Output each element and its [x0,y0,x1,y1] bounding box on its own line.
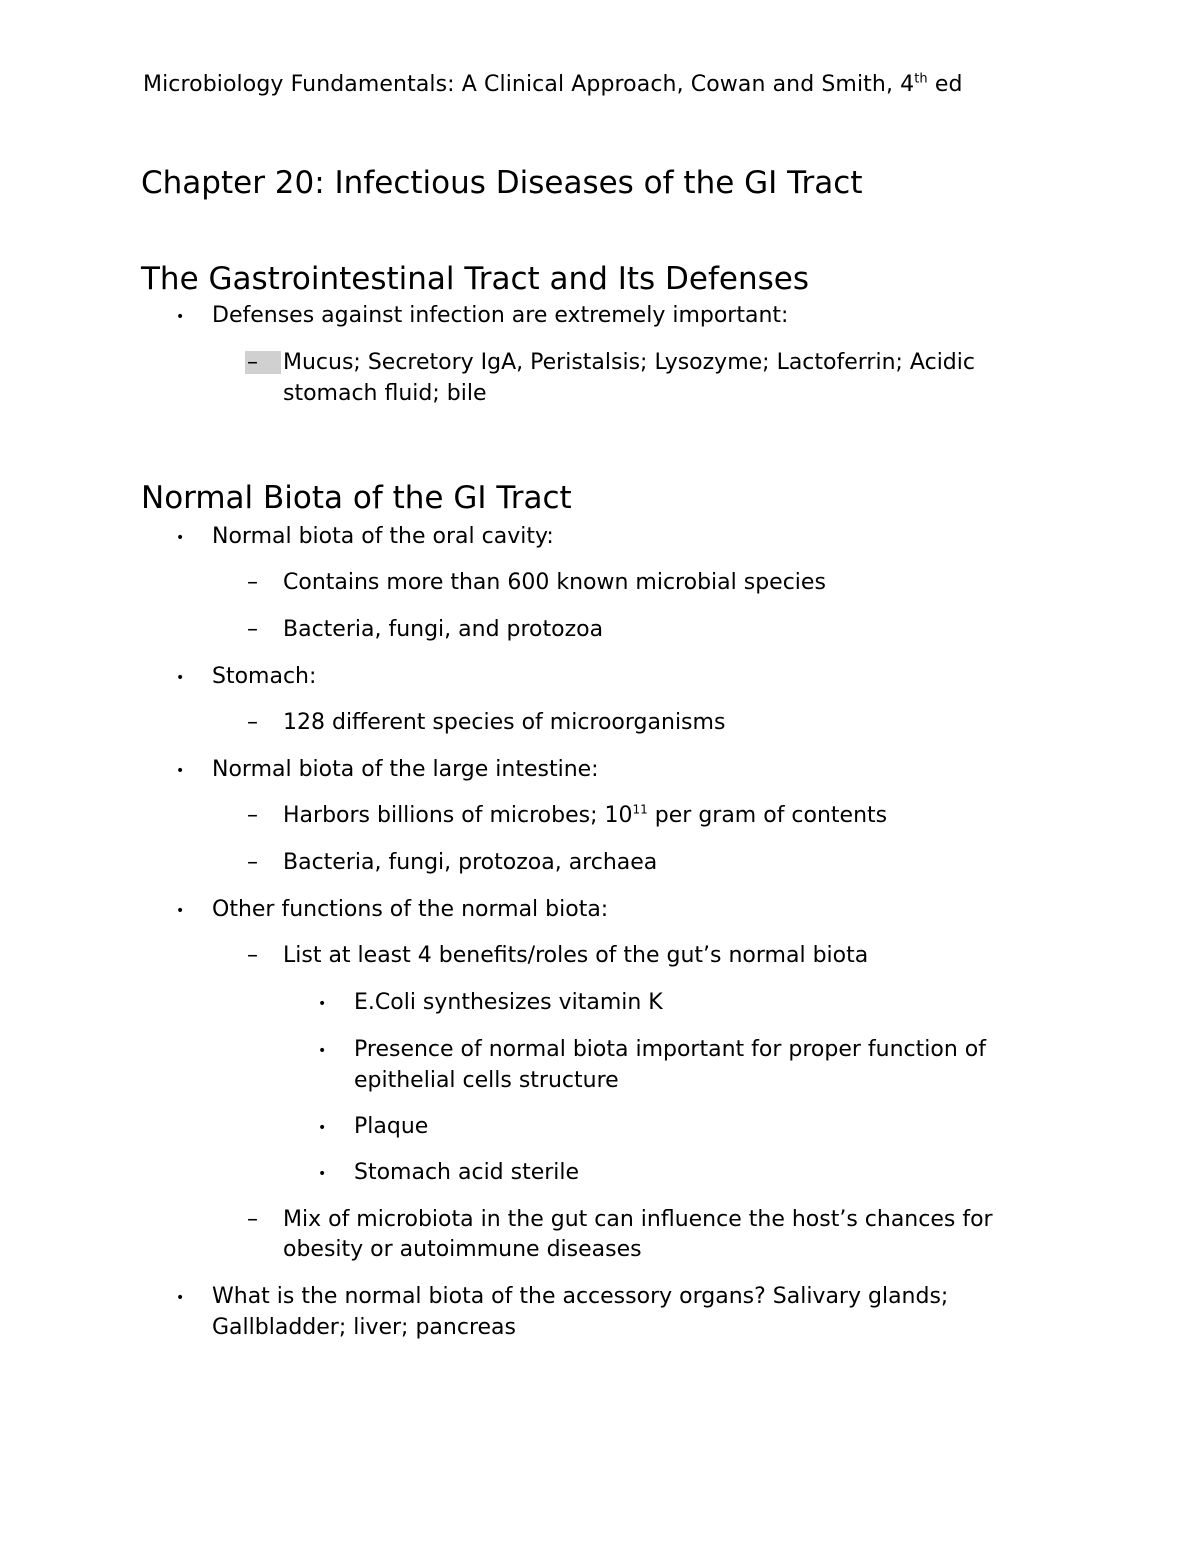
bullet-marker: • [176,530,185,546]
section-title-defenses: The Gastrointestinal Tract and Its Defenses [141,261,809,297]
list-item-continuation: Gallbladder; liver; pancreas [212,1315,516,1340]
dash-marker: – [247,710,258,735]
header-text: Microbiology Fundamentals: A Clinical Approach, Cowan and Smith, 4 [143,72,915,97]
header-tail: ed [927,72,963,97]
list-item [283,800,887,831]
list-item: What is the normal biota of the accessory organs? Salivary glands; [212,1284,949,1309]
dash-marker: – [247,617,258,642]
bullet-marker: • [176,903,185,919]
list-item: Mucus; Secretory IgA, Peristalsis; Lysozyme; Lactoferrin; Acidic [283,350,975,375]
chapter-title: Chapter 20: Infectious Diseases of the GI Tract [141,165,863,201]
list-item: Stomach: [212,664,317,689]
list-item-text: Harbors billions of microbes; 10 [283,803,633,828]
list-item: Bacteria, fungi, and protozoa [283,617,604,642]
list-item: Plaque [354,1114,429,1139]
header-superscript: th [914,71,928,87]
dash-marker: – [247,350,258,375]
dash-marker: – [247,850,258,875]
list-item: Normal biota of the large intestine: [212,757,599,782]
list-item-continuation: epithelial cells structure [354,1068,619,1093]
list-item: Mix of microbiota in the gut can influence the host’s chances for [283,1207,993,1232]
list-item: Stomach acid sterile [354,1160,580,1185]
section-title-normal-biota: Normal Biota of the GI Tract [141,480,572,516]
exponent: 11 [632,802,648,817]
list-item: Contains more than 600 known microbial species [283,570,826,595]
bullet-marker: • [318,1166,327,1182]
bullet-marker: • [176,309,185,325]
bullet-marker: • [318,1120,327,1136]
list-item-continuation: obesity or autoimmune diseases [283,1237,642,1262]
list-item: E.Coli synthesizes vitamin K [354,990,663,1015]
dash-marker: – [247,803,258,828]
bullet-marker: • [318,1043,327,1059]
dash-marker: – [247,943,258,968]
dash-marker: – [247,570,258,595]
bullet-marker: • [176,1290,185,1306]
document-header [143,72,963,97]
highlighted-dash [247,347,258,378]
list-item: Presence of normal biota important for proper function of [354,1037,986,1062]
list-item: Bacteria, fungi, protozoa, archaea [283,850,658,875]
dash-marker: – [247,1207,258,1232]
bullet-marker: • [176,763,185,779]
list-item: Defenses against infection are extremely important: [212,303,789,328]
list-item-continuation: stomach fluid; bile [283,381,487,406]
list-item: Other functions of the normal biota: [212,897,609,922]
list-item: List at least 4 benefits/roles of the gut’s normal biota [283,943,869,968]
bullet-marker: • [176,670,185,686]
list-item: 128 different species of microorganisms [283,710,726,735]
list-item-text: per gram of contents [647,803,888,828]
list-item: Normal biota of the oral cavity: [212,524,554,549]
bullet-marker: • [318,996,327,1012]
